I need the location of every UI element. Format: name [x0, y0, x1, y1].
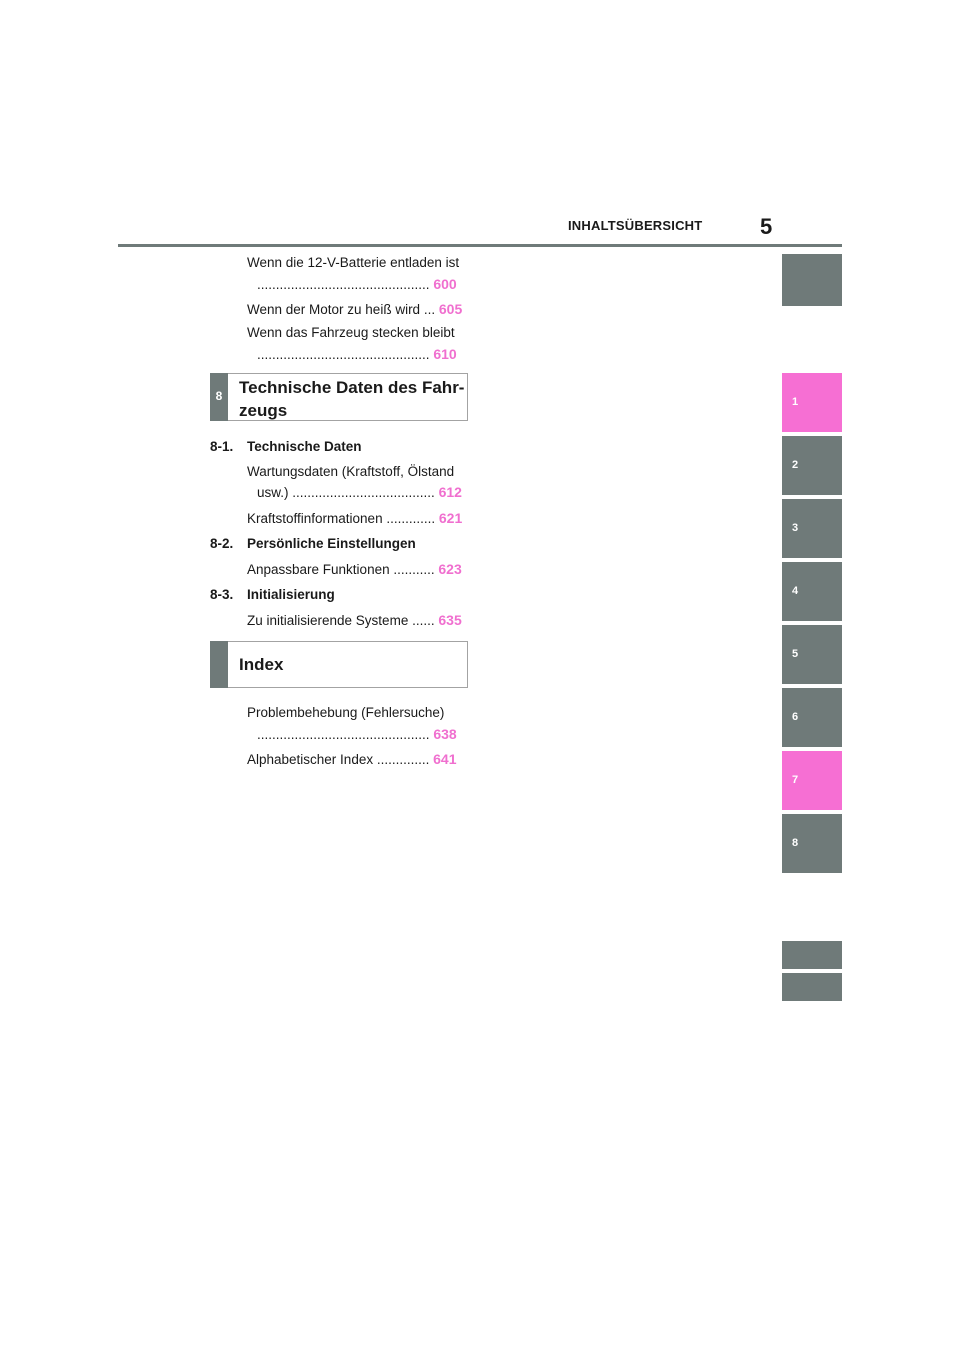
- index-title: Index: [239, 655, 284, 674]
- toc-entry-text: Wenn die 12-V-Batterie entladen ist: [247, 255, 460, 270]
- toc-dots: .............: [386, 511, 436, 526]
- toc-page-link[interactable]: 638: [433, 726, 457, 742]
- toc-page-link[interactable]: 623: [438, 561, 462, 577]
- chapter-number-strip: [210, 373, 228, 421]
- toc-entry-leader[interactable]: [257, 346, 457, 362]
- header-divider: [118, 244, 842, 247]
- toc-dots: ......................................: [292, 485, 435, 500]
- toc-entry-leader[interactable]: [257, 484, 462, 500]
- toc-entry[interactable]: [247, 325, 455, 340]
- side-tab-1[interactable]: [782, 373, 842, 432]
- toc-entry[interactable]: [247, 612, 462, 628]
- side-tab-label: 8: [792, 837, 799, 849]
- toc-entry-text: Wenn der Motor zu heiß wird: [247, 302, 421, 317]
- toc-entry-text: Kraftstoffinformationen: [247, 511, 383, 526]
- toc-entry[interactable]: [247, 561, 462, 577]
- toc-page-link[interactable]: 621: [438, 510, 463, 526]
- section-heading-8-2[interactable]: [210, 536, 416, 551]
- section-heading-8-3[interactable]: [210, 587, 335, 602]
- chapter-title-line2: zeugs: [239, 401, 288, 420]
- toc-dots: ..............................................: [257, 277, 430, 292]
- toc-entry-text: Anpassbare Funktionen: [247, 562, 390, 577]
- side-tab-label: 5: [792, 648, 799, 660]
- side-tab-label: 6: [792, 711, 799, 723]
- side-tab-index-b[interactable]: [782, 973, 842, 1001]
- toc-entry-leader[interactable]: [257, 276, 457, 292]
- toc-dots: ..............................................: [257, 347, 430, 362]
- toc-dots: ...........: [393, 562, 435, 577]
- section-title: Technische Daten: [247, 439, 362, 454]
- toc-entry-text: Alphabetischer Index: [247, 752, 374, 767]
- toc-entry[interactable]: [247, 510, 462, 526]
- toc-entry[interactable]: [247, 705, 444, 720]
- toc-page-link[interactable]: 610: [433, 346, 457, 362]
- toc-page-link[interactable]: 605: [438, 301, 463, 317]
- chapter-title-line1: Technische Daten des Fahr-: [239, 378, 465, 397]
- toc-dots: ..............................................: [257, 727, 430, 742]
- toc-entry[interactable]: [247, 751, 457, 767]
- toc-page-link[interactable]: 612: [438, 484, 462, 500]
- side-tab-8[interactable]: [782, 814, 842, 873]
- toc-dots: ...: [423, 302, 436, 317]
- side-tab-index-a[interactable]: [782, 941, 842, 969]
- side-tab-label: 4: [792, 585, 799, 597]
- toc-entry-text: Problembehebung (Fehlersuche): [247, 705, 445, 720]
- toc-page-link[interactable]: 600: [433, 276, 457, 292]
- toc-entry-text: Wartungsdaten (Kraftstoff, Ölstand: [247, 464, 455, 479]
- side-tab-2[interactable]: [782, 436, 842, 495]
- toc-page-link[interactable]: 641: [433, 751, 457, 767]
- section-number: 8-3.: [210, 587, 234, 602]
- section-title: Persönliche Einstellungen: [247, 536, 416, 551]
- chapter-number: 8: [215, 389, 223, 403]
- page-header-title: INHALTSÜBERSICHT: [568, 218, 703, 233]
- section-heading-8-1[interactable]: [210, 439, 362, 454]
- toc-dots: ..............: [376, 752, 430, 767]
- page-number: 5: [760, 214, 773, 239]
- side-tab-7[interactable]: [782, 751, 842, 810]
- toc-entry-text: Wenn das Fahrzeug stecken bleibt: [247, 325, 455, 340]
- toc-page-link[interactable]: 635: [438, 612, 462, 628]
- toc-entry[interactable]: [247, 301, 462, 317]
- side-tab-label: 2: [792, 459, 799, 471]
- toc-entry-text: usw.): [257, 485, 289, 500]
- toc-entry-leader[interactable]: [257, 726, 457, 742]
- side-tab-3[interactable]: [782, 499, 842, 558]
- side-tab-label: 1: [792, 396, 799, 408]
- toc-dots: ......: [412, 613, 435, 628]
- toc-entry[interactable]: [247, 255, 459, 270]
- index-chapter-box[interactable]: [210, 641, 468, 688]
- section-number: 8-2.: [210, 536, 234, 551]
- side-tab-label: 3: [792, 522, 799, 534]
- section-title: Initialisierung: [247, 587, 335, 602]
- side-tab-4[interactable]: [782, 562, 842, 621]
- section-number: 8-1.: [210, 439, 234, 454]
- toc-entry[interactable]: [247, 464, 454, 479]
- side-tab-6[interactable]: [782, 688, 842, 747]
- chapter-number-strip: [210, 641, 228, 688]
- side-tab-5[interactable]: [782, 625, 842, 684]
- side-tab-label: 7: [792, 774, 799, 786]
- chapter-8-box[interactable]: [210, 373, 468, 421]
- toc-entry-text: Zu initialisierende Systeme: [247, 613, 409, 628]
- side-tab-toc[interactable]: [782, 254, 842, 306]
